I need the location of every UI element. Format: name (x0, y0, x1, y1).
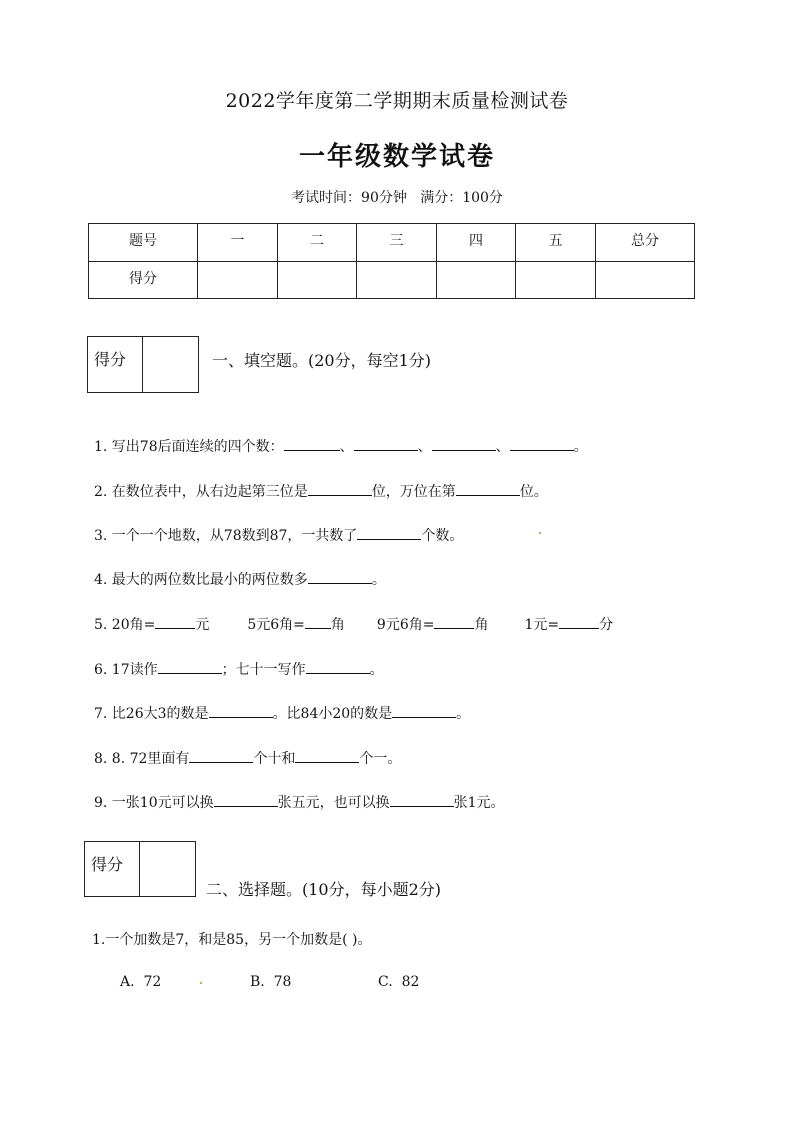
answer-blank[interactable] (155, 614, 195, 629)
score-table-header: 四 (437, 224, 516, 262)
section1-score-value[interactable] (143, 337, 198, 392)
score-table-score-row (89, 261, 695, 299)
answer-blank[interactable] (354, 436, 418, 451)
answer-blank[interactable] (308, 481, 372, 496)
answer-blank[interactable] (306, 659, 370, 674)
answer-blank[interactable] (510, 436, 574, 451)
choice-option-a[interactable]: A. 72 (120, 974, 162, 990)
score-cell[interactable] (198, 261, 278, 299)
answer-blank[interactable] (434, 614, 474, 629)
answer-blank[interactable] (456, 481, 520, 496)
answer-blank[interactable] (305, 614, 331, 629)
answer-blank[interactable] (432, 436, 496, 451)
question-2: 2. 在数位表中，从右边起第三位是 位，万位在第 位。 (94, 481, 548, 501)
answer-blank[interactable] (284, 436, 340, 451)
section2-heading: 二、选择题。(10分，每小题2分) (206, 880, 442, 899)
score-table-header: 二 (278, 224, 357, 262)
choice-question-1: 1.一个加数是7，和是85，另一个加数是( )。 (92, 932, 372, 948)
stray-mark (200, 982, 202, 984)
exam-info: 考试时间：90分钟 满分：100分 (291, 190, 503, 206)
score-table-header: 三 (357, 224, 437, 262)
answer-blank[interactable] (559, 614, 599, 629)
answer-blank[interactable] (357, 525, 421, 540)
question-9: 9. 一张10元可以换 张五元，也可以换 张1元。 (94, 792, 505, 812)
section2-score-value[interactable] (140, 842, 195, 896)
exam-title: 一年级数学试卷 (298, 142, 495, 172)
score-row-label: 得分 (89, 261, 198, 299)
answer-blank[interactable] (214, 792, 278, 807)
score-table-header: 一 (198, 224, 278, 262)
section1-score-box (87, 336, 199, 393)
choice-option-c[interactable]: C. 82 (378, 974, 420, 990)
question-7: 7. 比26大3的数是 。比84小20的数是 。 (94, 703, 470, 723)
answer-blank[interactable] (295, 748, 359, 763)
exam-subtitle: 2022学年度第二学期期末质量检测试卷 (225, 90, 569, 112)
score-cell[interactable] (437, 261, 516, 299)
answer-blank[interactable] (308, 569, 372, 584)
question-3: 3. 一个一个地数，从78数到87，一共数了 个数。 (94, 525, 463, 545)
score-table (88, 223, 695, 299)
section1-heading: 一、填空题。(20分，每空1分) (212, 351, 432, 370)
stray-mark (539, 532, 541, 534)
section1-score-label: 得分 (88, 337, 143, 392)
score-cell[interactable] (278, 261, 357, 299)
question-4: 4. 最大的两位数比最小的两位数多 。 (94, 569, 386, 589)
question-5: 5. 20角= 元 5元6角= 角 9元6角= 角 1元= 分 (94, 614, 613, 634)
score-cell[interactable] (516, 261, 596, 299)
answer-blank[interactable] (158, 659, 222, 674)
answer-blank[interactable] (189, 748, 253, 763)
score-table-header: 五 (516, 224, 596, 262)
score-table-header: 题号 (89, 224, 198, 262)
question-6: 6. 17读作 ；七十一写作 。 (94, 659, 384, 679)
score-cell[interactable] (357, 261, 437, 299)
answer-blank[interactable] (209, 703, 273, 718)
answer-blank[interactable] (390, 792, 454, 807)
section2-score-label: 得分 (85, 842, 140, 896)
section2-score-box (84, 841, 196, 897)
question-8: 8. 8. 72里面有 个十和 个一。 (94, 748, 401, 768)
question-1: 1. 写出78后面连续的四个数： 、 、 、 。 (94, 436, 588, 456)
score-table-header-row (89, 224, 695, 262)
score-cell[interactable] (596, 261, 695, 299)
score-table-header: 总分 (596, 224, 695, 262)
choice-option-b[interactable]: B. 78 (250, 974, 292, 990)
answer-blank[interactable] (392, 703, 456, 718)
